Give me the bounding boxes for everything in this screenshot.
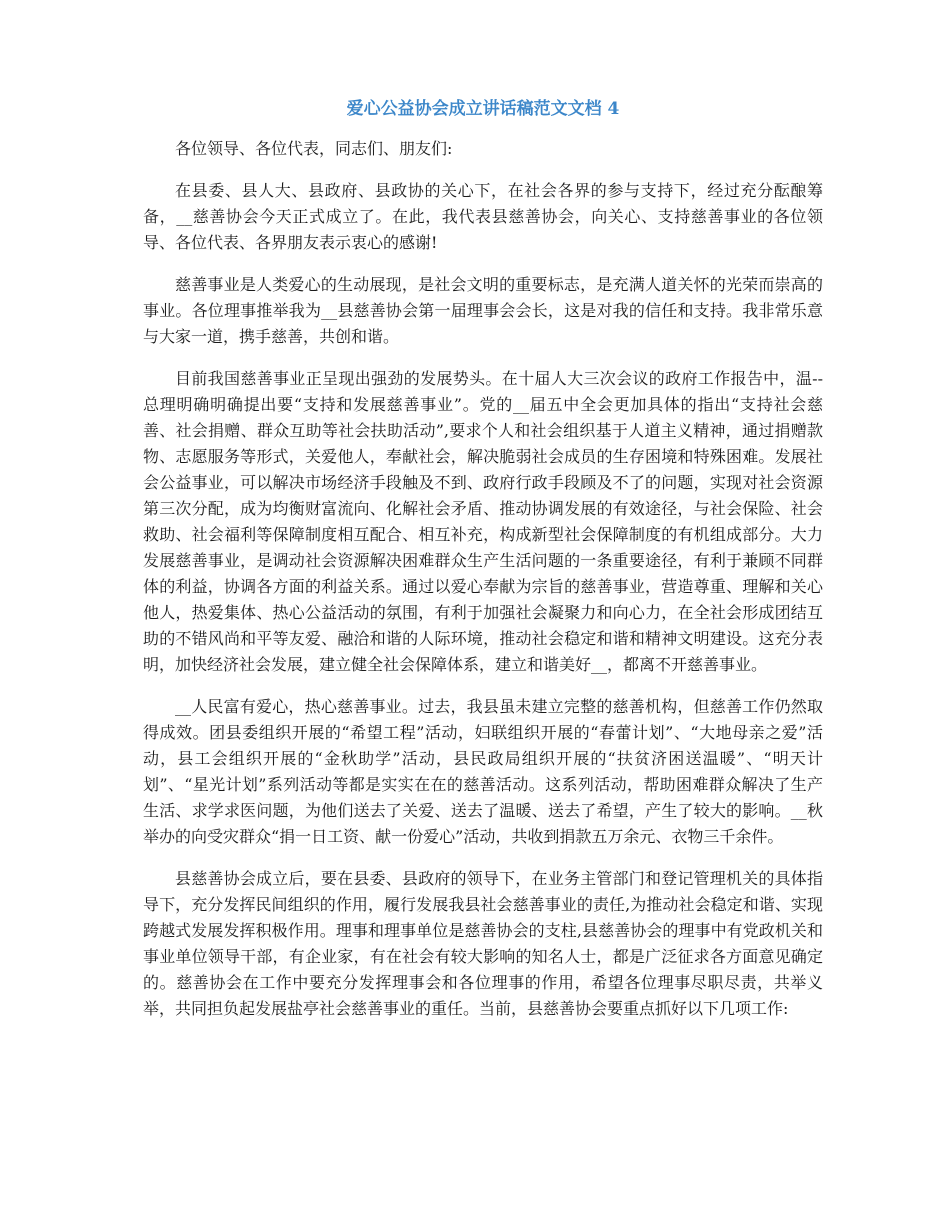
paragraph-salutation: 各位领导、各位代表，同志们、朋友们:: [175, 139, 453, 158]
paragraph-5: 县慈善协会成立后，要在县委、县政府的领导下，在业务主管部门和登记管理机关的具体指导下，充分发挥民间组织的作用，履行发展我县社会慈善事业的责任,为推动社会稳定和谐、实现跨越式发展发挥积极作用。理事和理事单位是慈善协会的支柱,县慈善协会的理事中有党政机关和事业单位领导干部，有企业家，有在社会有较大影响的知名人士，都是广泛征求各方面意见确定的。慈善协会在工作中要充分发挥理事会和各位理事的作用，希望各位理事尽职尽责，共举义举，共同担负起发展盐亭社会慈善事业的重任。当前，县慈善协会要重点抓好以下几项工作:: [143, 869, 823, 1018]
paragraph-2: 慈善事业是人类爱心的生动展现，是社会文明的重要标志，是充满人道关怀的光荣而崇高的事业。各位理事推举我为__县慈善协会第一届理事会会长，这是对我的信任和支持。我非常乐意与大家一道，携手慈善，共创和谐。: [143, 275, 823, 346]
document-page: [143, 96, 823, 1038]
paragraph-3: 目前我国慈善事业正呈现出强劲的发展势头。在十届人大三次会议的政府工作报告中，温--总理明确明确提出要“支持和发展慈善事业”。党的__届五中全会更加具体的指出“支持社会慈善、社会捐赠、群众互助等社会扶助活动”,要求个人和社会组织基于人道主义精神，通过捐赠款物、志愿服务等形式，关爱他人，奉献社会，解决脆弱社会成员的生存困境和特殊困难。发展社会公益事业，可以解决市场经济手段触及不到、政府行政手段顾及不了的问题，实现对社会资源第三次分配，成为均衡财富流向、化解社会矛盾、推动协调发展的有效途径，与社会保险、社会救助、社会福利等保障制度相互配合、相互补充，构成新型社会保障制度的有机组成部分。大力发展慈善事业，是调动社会资源解决困难群众生产生活问题的一条重要途径，有利于兼顾不同群体的利益，协调各方面的利益关系。通过以爱心奉献为宗旨的慈善事业，营造尊重、理解和关心他人，热爱集体、热心公益活动的氛围，有利于加强社会凝聚力和向心力，在全社会形成团结互助的不错风尚和平等友爱、融洽和谐的人际环境，推动社会稳定和谐和精神文明建设。这充分表明，加快经济社会发展，建立健全社会保障体系，建立和谐美好__，都离不开慈善事业。: [143, 369, 823, 674]
paragraph-4: __人民富有爱心，热心慈善事业。过去，我县虽未建立完整的慈善机构，但慈善工作仍然取得成效。团县委组织开展的“希望工程”活动，妇联组织开展的“春蕾计划”、“大地母亲之爱”活动，县工会组织开展的“金秋助学”活动，县民政局组织开展的“扶贫济困送温暖”、“明天计划”、“星光计划”系列活动等都是实实在在的慈善活动。这系列活动，帮助困难群众解决了生产生活、求学求医问题，为他们送去了关爱、送去了温暖、送去了希望，产生了较大的影响。__秋举办的向受灾群众“捐一日工资、献一份爱心”活动，共收到捐款五万余元、衣物三千余件。: [143, 697, 823, 846]
document-title: 爱心公益协会成立讲话稿范文文档 4: [346, 99, 620, 119]
paragraph-1: 在县委、县人大、县政府、县政协的关心下，在社会各界的参与支持下，经过充分酝酿筹备，__慈善协会今天正式成立了。在此，我代表县慈善协会，向关心、支持慈善事业的各位领导、各位代表、各界朋友表示衷心的感谢!: [143, 181, 823, 252]
